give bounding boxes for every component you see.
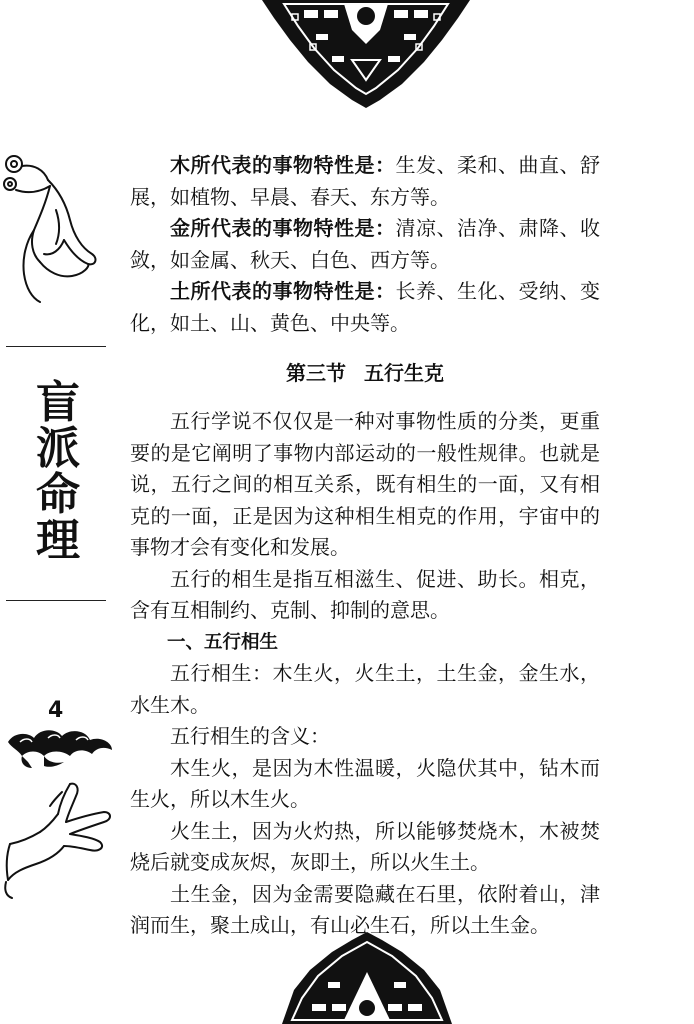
body-paragraph: 五行相生的含义： [170, 724, 330, 748]
trait-text: 长养、生化、受纳、变化，如土、山、黄色、中央等。 [130, 279, 600, 335]
trait-paragraph-wood [130, 150, 600, 213]
page-number: 4 [48, 698, 64, 723]
section-number: 第三节 [286, 361, 346, 385]
mudra-hand-illustration-lower [0, 770, 115, 900]
main-text-column [130, 150, 600, 942]
body-paragraph: 土生金，因为金需要隐藏在石里，依附着山，津润而生，聚土成山，有山必生石，所以土生金。 [130, 881, 600, 937]
mudra-hand-illustration [0, 150, 110, 305]
body-paragraph: 五行相生：木生火，火生土，土生金，金生水，水生木。 [130, 661, 600, 717]
section-title: 五行生克 [364, 361, 444, 385]
side-title-char: 派 [36, 423, 80, 474]
side-title-char: 命 [36, 469, 80, 520]
body-paragraph: 木生火，是因为木性温暖，火隐伏其中，钻木而生火，所以木生火。 [130, 755, 600, 811]
side-divider-top [6, 346, 106, 347]
body-paragraph: 五行学说不仅仅是一种对事物性质的分类，更重要的是它阐明了事物内部运动的一般性规律。也就是说，五行之间的相互关系，既有相生的一面，又有相克的一面，正是因为这种相生相克的作用，宇宙中的事物才会有变化和发展。 [130, 409, 600, 559]
body-paragraph: 五行的相生是指互相滋生、促进、助长。相克，含有互相制约、克制、抑制的意思。 [130, 566, 600, 622]
body-paragraph: 火生土，因为火灼热，所以能够焚烧木，木被焚烧后就变成灰烬，灰即土，所以火生土。 [130, 818, 600, 874]
section-heading [130, 357, 600, 389]
trait-paragraph-metal [130, 213, 600, 276]
trait-label: 金所代表的事物特性是： [170, 216, 396, 240]
side-divider-bottom [6, 600, 106, 601]
side-book-title [28, 377, 88, 566]
trait-label: 木所代表的事物特性是： [170, 153, 396, 177]
trait-paragraph-earth [130, 276, 600, 339]
trait-label: 土所代表的事物特性是： [170, 279, 396, 303]
side-title-char: 理 [36, 515, 80, 566]
top-bagua-ornament [262, 0, 470, 110]
subsection-heading: 一、五行相生 [167, 631, 279, 653]
bottom-bagua-ornament [282, 932, 452, 1024]
cloud-ornament [4, 722, 116, 770]
trait-text: 生发、柔和、曲直、舒展，如植物、早晨、春天、东方等。 [130, 153, 600, 209]
trait-text: 清凉、洁净、肃降、收敛，如金属、秋天、白色、西方等。 [130, 216, 600, 272]
side-title-char: 盲 [36, 377, 80, 428]
